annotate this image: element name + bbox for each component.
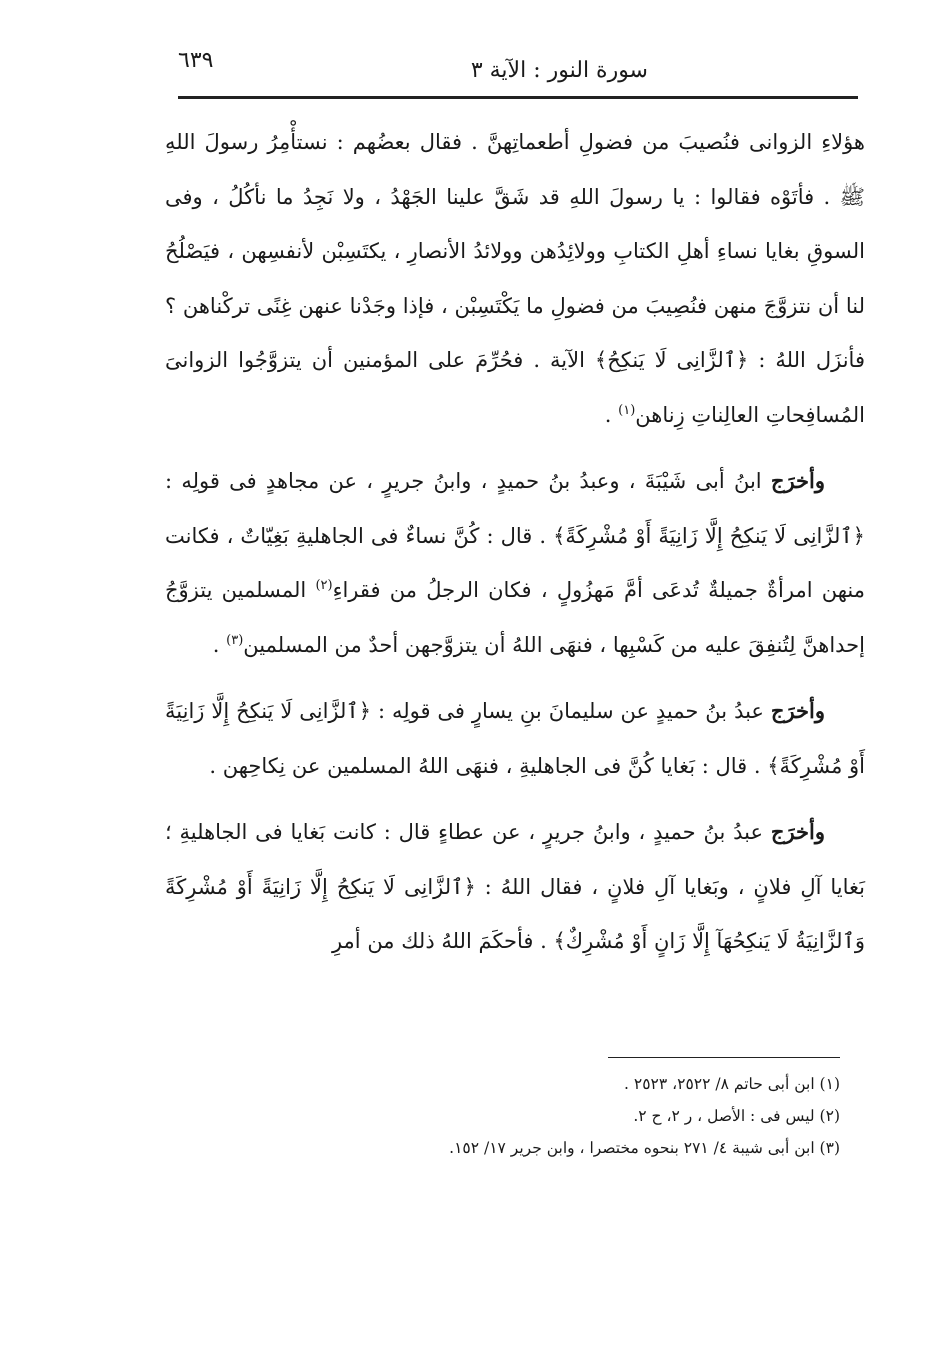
footnote-ref-1: (١) <box>618 402 636 418</box>
paragraph-2 <box>165 454 865 672</box>
paragraph-text: عبدُ بنُ حميدٍ ، وابنُ جريرٍ ، عن عطاءٍ قال : كانت بَغايا فى الجاهليةِ ؛ بَغايا آلِ فلانٍ ، وبَغايا آلِ فلانٍ ، فقال اللهُ : ﴿ٱلزَّانِى لَا يَنكِحُ إِلَّا زَانِيَةً أَوْ مُشْرِكَةً وَٱلزَّانِيَةُ لَا يَنكِحُهَآ إِلَّا زَانٍ أَوْ مُشْرِكٌ﴾ . فأحكَمَ اللهُ ذلك من أمرِ <box>165 820 865 953</box>
paragraph-lead: وأخرَج <box>770 819 825 844</box>
paragraph-text: عبدُ بنُ حميدٍ عن سليمانَ بنِ يسارٍ فى قولِه : ﴿ٱلزَّانِى لَا يَنكِحُ إِلَّا زَانِيَةً أَوْ مُشْرِكَةً﴾ . قال : بَغايا كُنَّ فى الجاهليةِ ، فنهَى اللهُ المسلمين عن نِكاحِهن . <box>165 699 865 778</box>
running-title: سورة النور : الآية ٣ <box>470 58 648 83</box>
main-text <box>165 115 865 981</box>
paragraph-3 <box>165 684 865 793</box>
paragraph-1 <box>165 115 865 442</box>
header-divider <box>178 96 858 99</box>
paragraph-lead: وأخرَج <box>770 698 825 723</box>
paragraph-lead: وأخرَج <box>770 468 825 493</box>
footnote-ref-3: (٣) <box>226 632 244 648</box>
paragraph-4 <box>165 805 865 969</box>
paragraph-tail: . <box>212 632 227 657</box>
paragraph-tail: . <box>604 402 619 427</box>
running-header <box>178 40 858 90</box>
footnote-2: (٢) ليس فى : الأصل ، ر ٢، ح ٢. <box>633 1107 840 1125</box>
paragraph-text: ابنُ أبى شَيْبَةَ ، وعبدُ بنُ حميدٍ ، وابنُ جريرٍ ، عن مجاهدٍ فى قولِه : ﴿ٱلزَّانِى لَا يَنكِحُ إِلَّا زَانِيَةً أَوْ مُشْرِكَةً﴾ . قال : كُنَّ نساءٌ فى الجاهليةِ بَغِيّاتٌ ، فكانت منهن امرأةٌ جميلةٌ تُدعَى أمَّ مَهزُولٍ ، فكان الرجلُ من فقراءِ <box>165 469 865 602</box>
footnotes <box>300 1068 840 1164</box>
paragraph-text: هؤلاءِ الزوانى فنُصيبَ من فضولِ أطعماتِهنَّ . فقال بعضُهم : نستأْمِرُ رسولَ اللهِ ﷺ . فأتَوْه فقالوا : يا رسولَ اللهِ قد شَقَّ علينا الجَهْدُ ، ولا نَجِدُ ما نأكُلُ ، وفى السوقِ بغايا نساءِ أهلِ الكتابِ وولائِدُهن وولائدُ الأنصارِ ، يكتَسِبْن لأنفسِهن ، فيَصْلُحُ لنا أن نتزوَّجَ منهن فنُصِيبَ من فضولِ ما يَكْتَسِبْن ، فإذا وجَدْنا عنهن غِنًى تركْناهن ؟ فأنزَل اللهُ : ﴿ٱلزَّانِى لَا يَنكِحُ﴾ الآية . فحُرِّمَ على المؤمنين أن يتزوَّجُوا الزوانىَ المُسافِحاتِ العالِناتِ زِناهن <box>165 130 865 427</box>
footnote-3: (٣) ابن أبى شيبة ٤/ ٢٧١ بنحوه مختصرا ، وابن جرير ١٧/ ١٥٢. <box>449 1139 840 1157</box>
paragraph-text-cont: المسلمين يتزوَّجُ إحداهنَّ لِتُنفِقَ عليه من كَسْبِها ، فنهَى اللهُ أن يتزوَّجهن أحدٌ من المسلمين <box>165 578 865 657</box>
footnote-divider <box>608 1057 840 1058</box>
footnote-1: (١) ابن أبى حاتم ٨/ ٢٥٢٢، ٢٥٢٣ . <box>624 1075 840 1093</box>
page-number: ٦٣٩ <box>178 48 214 73</box>
footnote-ref-2: (٢) <box>315 578 333 593</box>
